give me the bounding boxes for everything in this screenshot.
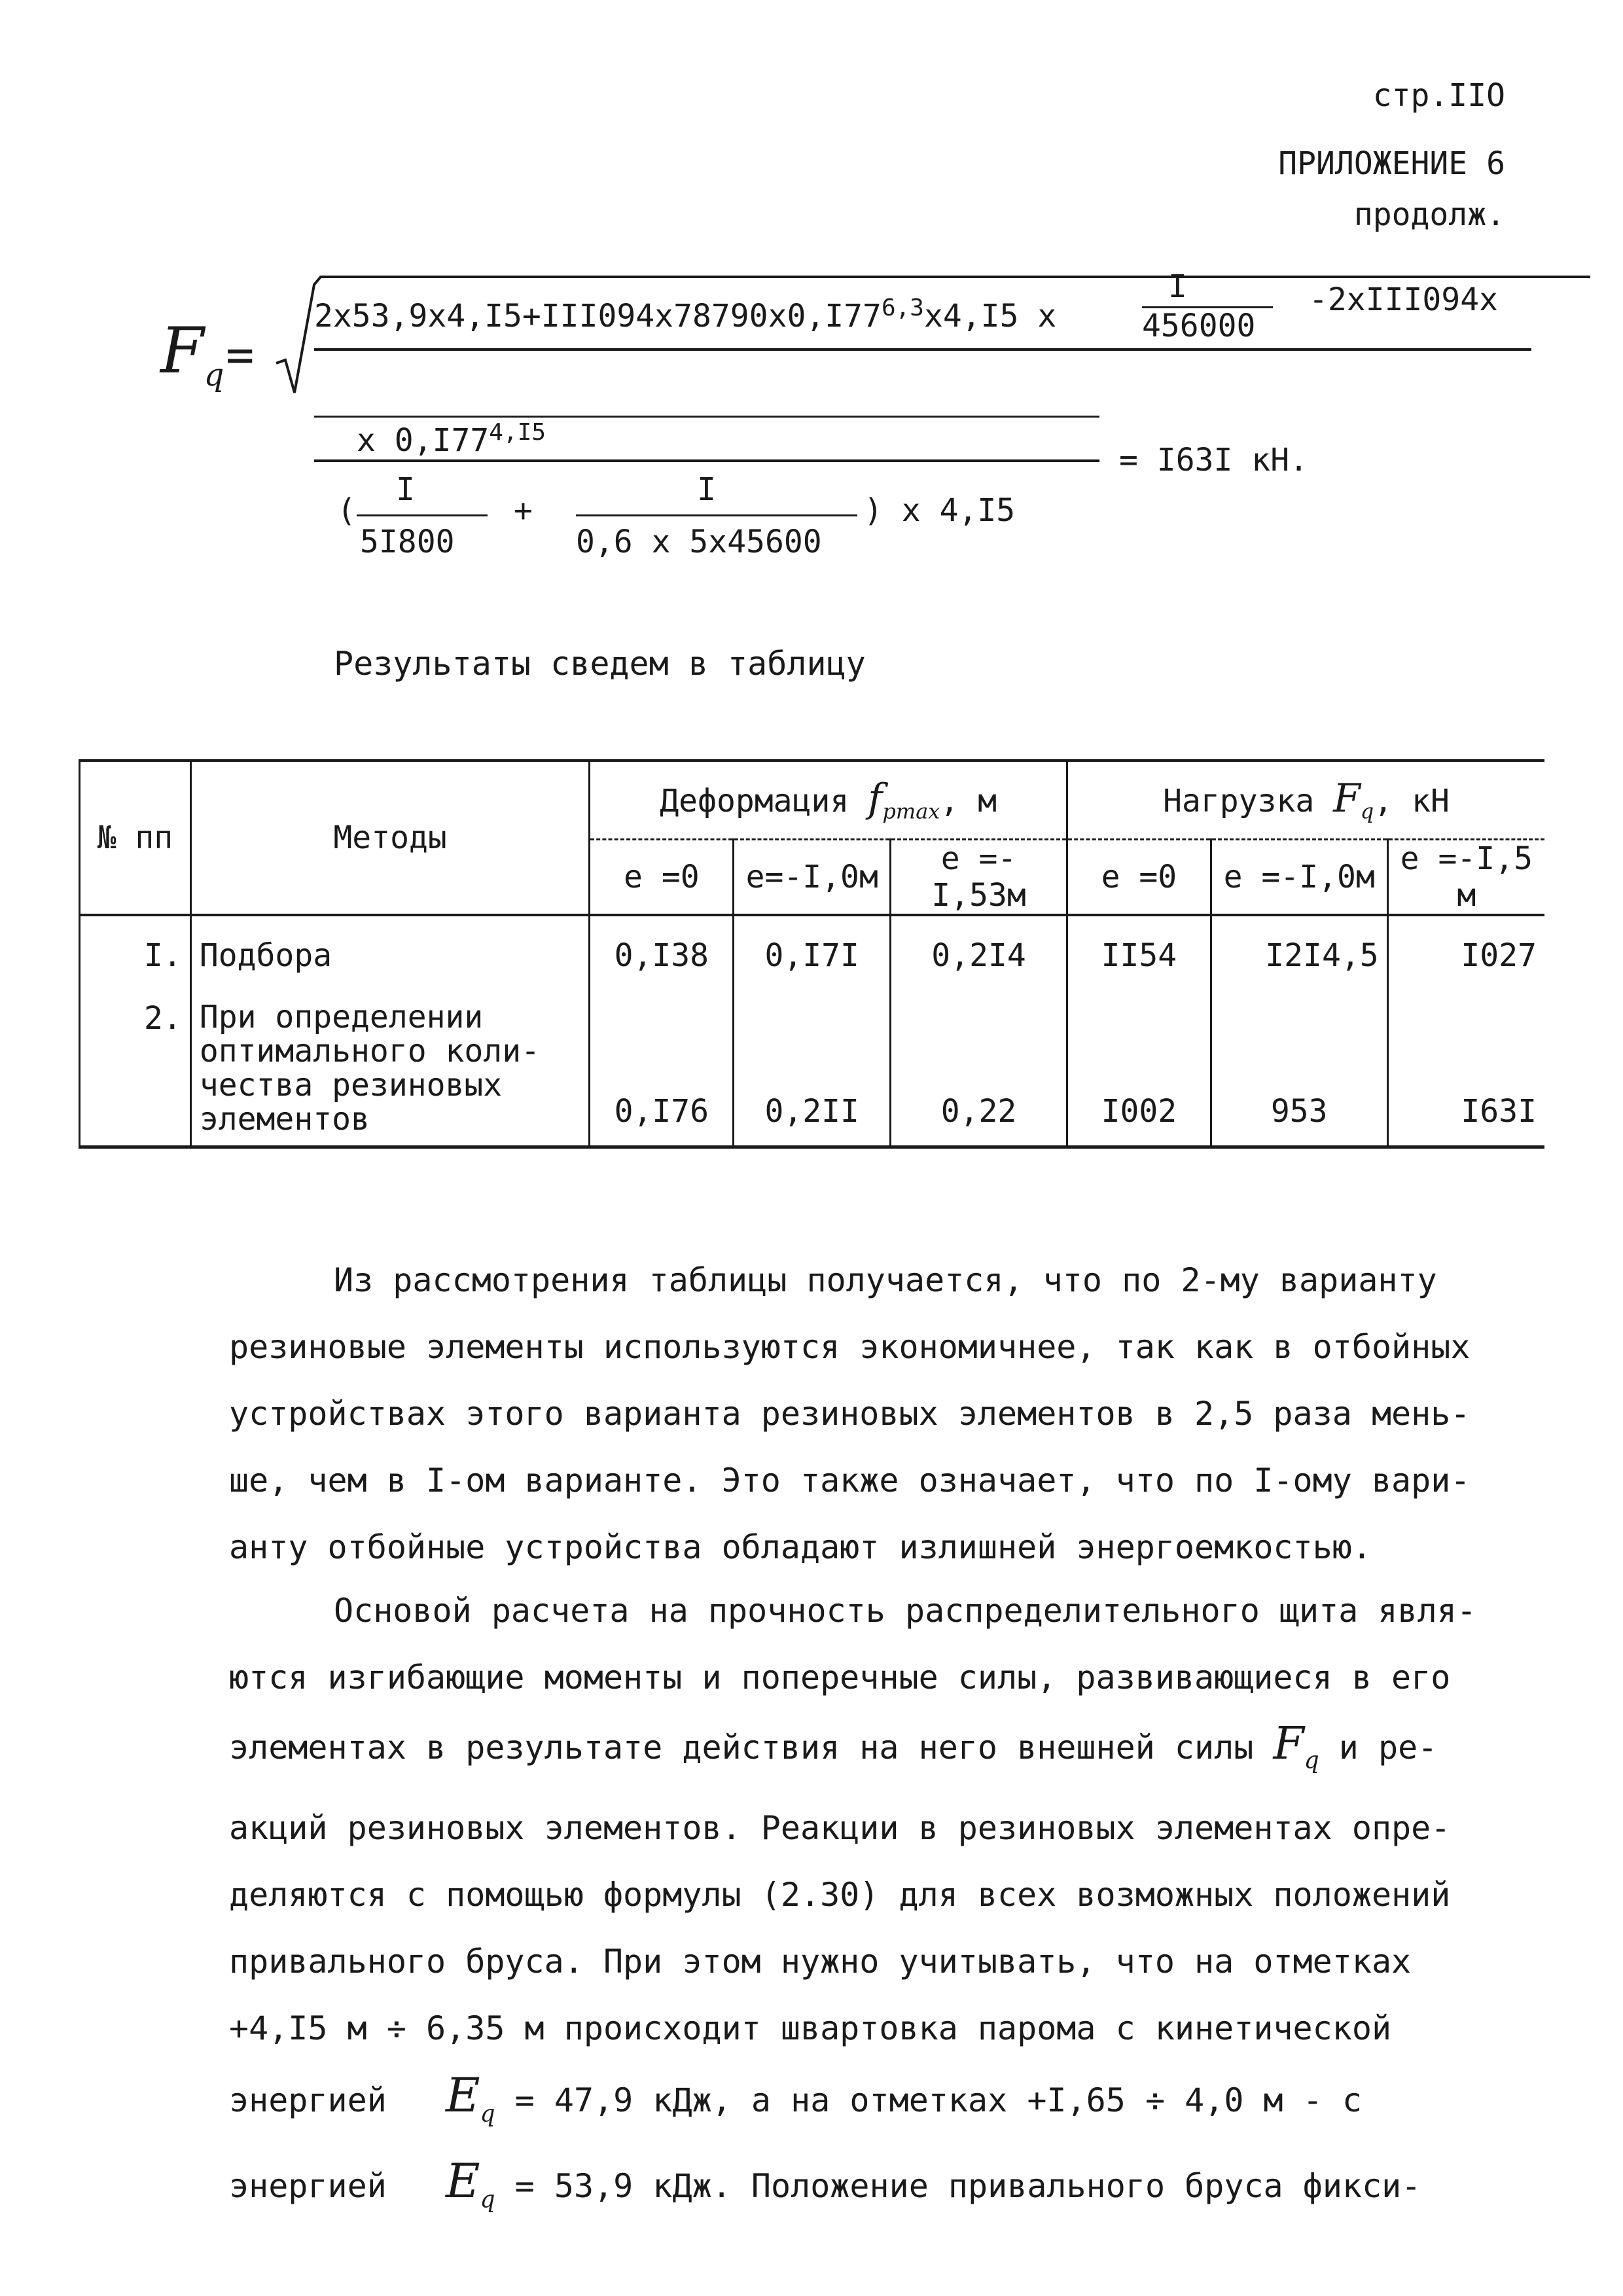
load-group-header: Нагрузка $F_q$, кН	[1067, 761, 1544, 839]
row-num: I.	[80, 915, 191, 987]
row-value: I2I4,5	[1211, 915, 1387, 987]
appendix-label: ПРИЛОЖЕНИЕ 6	[1278, 145, 1505, 182]
row-value: I002	[1067, 987, 1211, 1147]
page-number: стр.IIO	[1372, 77, 1505, 114]
paragraph-1	[229, 1247, 1512, 1581]
formula-fraction-bar	[314, 459, 1099, 462]
text-line: деляются с помощью формулы (2.30) для всех возможных положений	[229, 1875, 1451, 1914]
row-value: 0,2I4	[891, 915, 1067, 987]
row-value: 0,I76	[590, 987, 734, 1147]
den-close: ) x 4,I5	[864, 492, 1016, 529]
text-line: +4,I5 м ÷ 6,35 м происходит швартовка парома с кинетической	[229, 2009, 1392, 2047]
text-line: энергией $E_q = 53,9$ кДж. Положение привального бруса фикси-	[229, 2153, 1421, 2214]
radical-continuation	[314, 416, 1099, 418]
method-line: чества резиновых	[199, 1066, 503, 1103]
text-line: устройствах этого варианта резиновых элементов в 2,5 раза мень-	[229, 1395, 1471, 1433]
sub-header-2: e=-I,0м	[734, 839, 891, 915]
frac1-numerator: I	[1168, 268, 1187, 305]
col-num-header: № пп	[80, 761, 191, 915]
paragraph-2	[229, 1577, 1512, 2233]
row-value: 0,2II	[734, 987, 891, 1147]
method-line: При определении	[199, 998, 484, 1035]
table-intro: Результаты сведем в таблицу	[334, 645, 866, 683]
text-line: Из рассмотрения таблицы получается, что по 2-му варианту	[334, 1261, 1437, 1299]
row-value: 953	[1211, 987, 1387, 1147]
formula-tail: -2xIII094x	[1309, 281, 1498, 318]
symbol-Fq: $F_q$	[1273, 1718, 1319, 1774]
method-line: элементов	[199, 1100, 370, 1138]
text-line: привального бруса. При этом нужно учитывать, что на отметках	[229, 1942, 1412, 1981]
row-value: 0,I38	[590, 915, 734, 987]
table-header-row	[80, 761, 1545, 839]
text-line: акций резиновых элементов. Реакции в резиновых элементах опре-	[229, 1808, 1451, 1847]
formula-main-bar	[314, 348, 1531, 351]
den-frac2-den: 0,6 x 5x45600	[576, 524, 822, 560]
symbol-Eq: $E_q$	[445, 2067, 495, 2127]
method-line: оптимального коли-	[199, 1032, 540, 1069]
equals-sign: =	[226, 327, 255, 382]
sub-header-6: e =-I,5 м	[1387, 839, 1544, 915]
text-line: Основой расчета на прочность распределительного щита явля-	[334, 1592, 1476, 1630]
formula-lhs: $F_q$	[160, 314, 224, 394]
text-line: элементах в результате действия на него внешней силы $F_q$ и ре-	[229, 1718, 1438, 1774]
text-line: анту отбойные устройства обладают излишней энергоемкостью.	[229, 1528, 1372, 1566]
results-table	[79, 759, 1544, 1149]
text-line: ше, чем в I-ом варианте. Это также означает, что по I-ому вари-	[229, 1462, 1471, 1499]
frac1-denominator: 456000	[1142, 308, 1256, 344]
row-method: Подбора	[190, 915, 590, 987]
den-frac2-bar	[576, 514, 857, 516]
den-open-paren: (	[337, 492, 356, 529]
den-plus: +	[514, 492, 533, 529]
text-line: энергией $E_q = 47,9$ кДж, а на отметках +I,65 ÷ 4,0 м - с	[229, 2067, 1363, 2127]
den-frac1-bar	[357, 514, 488, 516]
den-frac1-num: I	[396, 471, 415, 508]
den-frac2-num: I	[697, 471, 716, 508]
sub-header-5: e =-I,0м	[1211, 839, 1387, 915]
sub-header-4: e =0	[1067, 839, 1211, 915]
formula-line2: x $0,I77^{4,I5}$	[357, 419, 546, 459]
den-frac1-den: 5I800	[360, 524, 455, 560]
formula-result: = I63I кН.	[1119, 442, 1308, 478]
row-value: I63I	[1387, 987, 1544, 1147]
text-line: резиновые элементы используются экономичнее, так как в отбойных	[229, 1328, 1471, 1366]
row-num: 2.	[80, 987, 191, 1147]
continuation-label: продолж.	[1353, 196, 1505, 233]
sub-header-3: e =-I,53м	[891, 839, 1067, 915]
col-method-header: Методы	[190, 761, 590, 915]
row-value: II54	[1067, 915, 1211, 987]
row-value: I027	[1387, 915, 1544, 987]
symbol-Eq: $E_q$	[445, 2153, 495, 2214]
table-row	[80, 915, 1545, 987]
row-value: 0,I7I	[734, 915, 891, 987]
row-method	[190, 987, 590, 1147]
text-line: ются изгибающие моменты и поперечные силы, развивающиеся в его	[229, 1659, 1451, 1696]
table-row	[80, 987, 1545, 1147]
row-value: 0,22	[891, 987, 1067, 1147]
formula-numerator: $2x53,9x4,I5+III094x78790x0,I77^{6,3}x4,I5$ x	[314, 295, 1057, 334]
deform-group-header: Деформация $f_{pmax}$, м	[590, 761, 1067, 839]
sub-header-1: e =0	[590, 839, 734, 915]
